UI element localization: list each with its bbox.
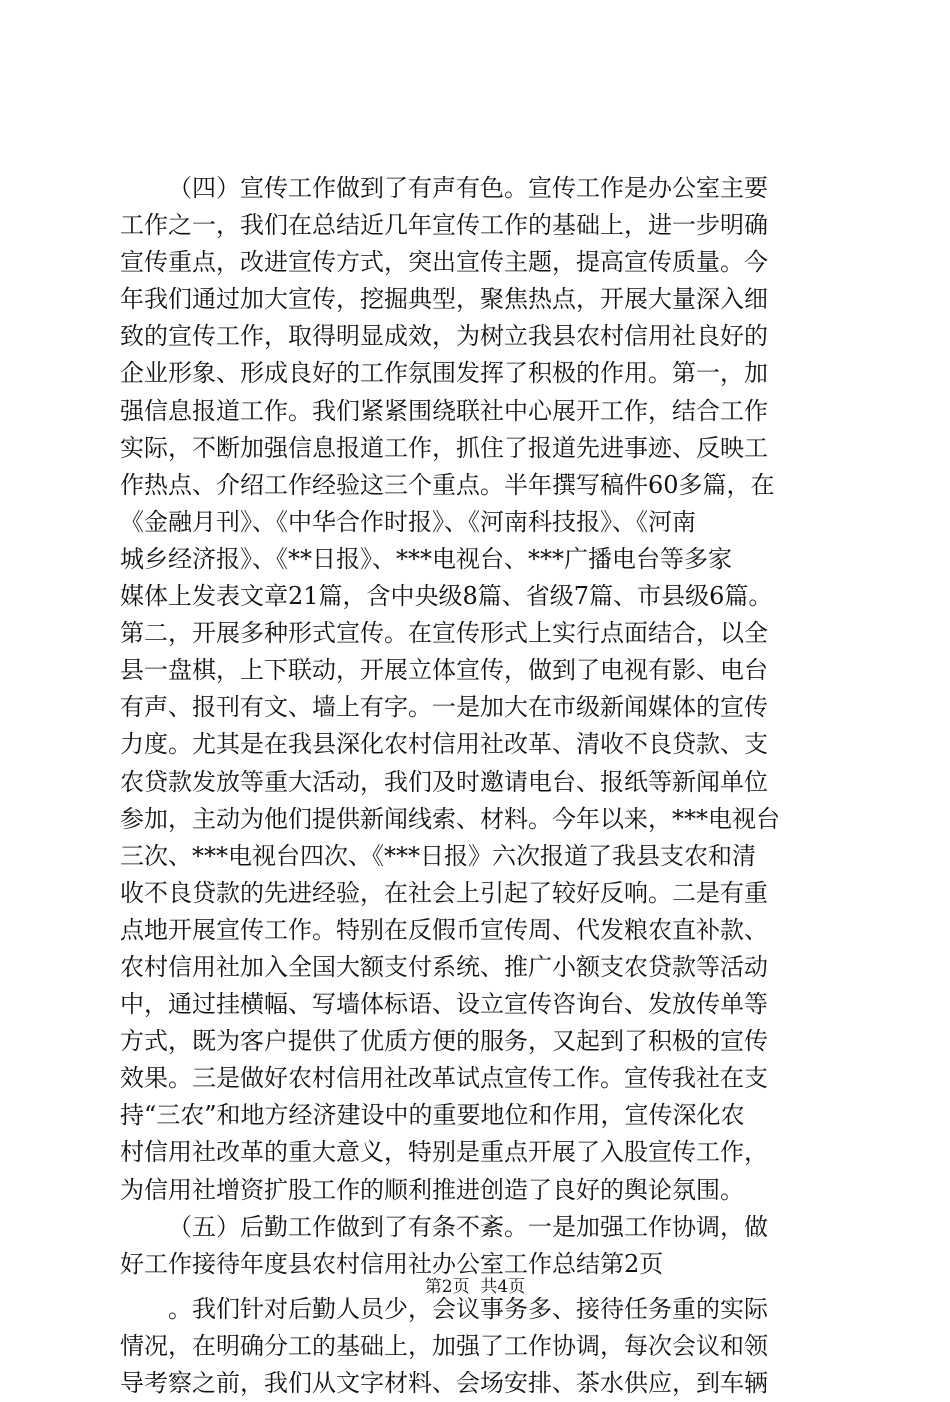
text-line: 实际，不断加强信息报道工作，抓住了报道先进事迹、反映工 [120, 433, 768, 462]
text-line: 村信用社改革的重大意义，特别是重点开展了入股宣传工作， [120, 1138, 768, 1167]
text-line: （五）后勤工作做到了有条不紊。一是加强工作协调，做 [168, 1212, 768, 1241]
text-line: 参加，主动为他们提供新闻线索、材料。今年以来，***电视台 [120, 804, 780, 833]
text-line: 作热点、介绍工作经验这三个重点。半年撰写稿件60多篇，在 [120, 470, 775, 499]
text-line: 方式，既为客户提供了优质方便的服务，又起到了积极的宣传 [120, 1027, 768, 1056]
text-line: 农村信用社加入全国大额支付系统、推广小额支农贷款等活动 [120, 952, 768, 981]
text-line: 情况，在明确分工的基础上，加强了工作协调，每次会议和领 [120, 1331, 768, 1360]
text-line: 好工作接待年度县农村信用社办公室工作总结第2页 [120, 1249, 664, 1278]
text-line: 中，通过挂横幅、写墙体标语、设立宣传咨询台、发放传单等 [120, 990, 768, 1019]
text-line: 力度。尤其是在我县深化农村信用社改革、清收不良贷款、支 [120, 730, 768, 759]
text-line: 有声、报刊有文、墙上有字。一是加大在市级新闻媒体的宣传 [120, 693, 768, 722]
text-line: 宣传重点，改进宣传方式，突出宣传主题，提高宣传质量。今 [120, 248, 768, 277]
text-line: 收不良贷款的先进经验，在社会上引起了较好反响。二是有重 [120, 878, 768, 907]
text-line: 《金融月刊》、《中华合作时报》、《河南科技报》、《河南 [120, 507, 696, 536]
text-line: 为信用社增资扩股工作的顺利推进创造了良好的舆论氛围。 [120, 1175, 744, 1204]
text-line: （四）宣传工作做到了有声有色。宣传工作是办公室主要 [168, 174, 768, 202]
text-line: 农贷款发放等重大活动，我们及时邀请电台、报纸等新闻单位 [120, 767, 768, 796]
text-line: 。我们针对后勤人员少，会议事务多、接待任务重的实际 [168, 1294, 768, 1323]
text-line: 年我们通过加大宣传，挖掘典型，聚焦热点，开展大量深入细 [120, 285, 768, 314]
text-line: 城乡经济报》、《**日报》、***电视台、***广播电台等多家 [120, 544, 732, 573]
text-line: 企业形象、形成良好的工作氛围发挥了积极的作用。第一，加 [120, 359, 768, 388]
text-line: 三次、***电视台四次、《***日报》六次报道了我县支农和清 [120, 841, 756, 870]
text-line: 致的宣传工作，取得明显成效，为树立我县农村信用社良好的 [120, 322, 768, 351]
text-line: 县一盘棋，上下联动，开展立体宣传，做到了电视有影、电台 [120, 656, 768, 685]
text-line: 效果。三是做好农村信用社改革试点宣传工作。宣传我社在支 [120, 1064, 768, 1093]
document-body [120, 170, 840, 1402]
text-line: 导考察之前，我们从文字材料、会场安排、茶水供应，到车辆 [120, 1369, 768, 1397]
page-footer: 第2页 共4页 [424, 1277, 526, 1297]
text-line: 持“三农”和地方经济建设中的重要地位和作用，宣传深化农 [120, 1101, 745, 1130]
text-line: 媒体上发表文章21篇，含中央级8篇、省级7篇、市县级6篇。 [120, 582, 773, 611]
text-line: 点地开展宣传工作。特别在反假币宣传周、代发粮农直补款、 [120, 915, 768, 944]
text-line: 工作之一，我们在总结近几年宣传工作的基础上，进一步明确 [120, 211, 768, 240]
text-line: 第二，开展多种形式宣传。在宣传形式上实行点面结合，以全 [120, 619, 768, 648]
text-line: 强信息报道工作。我们紧紧围绕联社中心展开工作，结合工作 [120, 396, 768, 425]
